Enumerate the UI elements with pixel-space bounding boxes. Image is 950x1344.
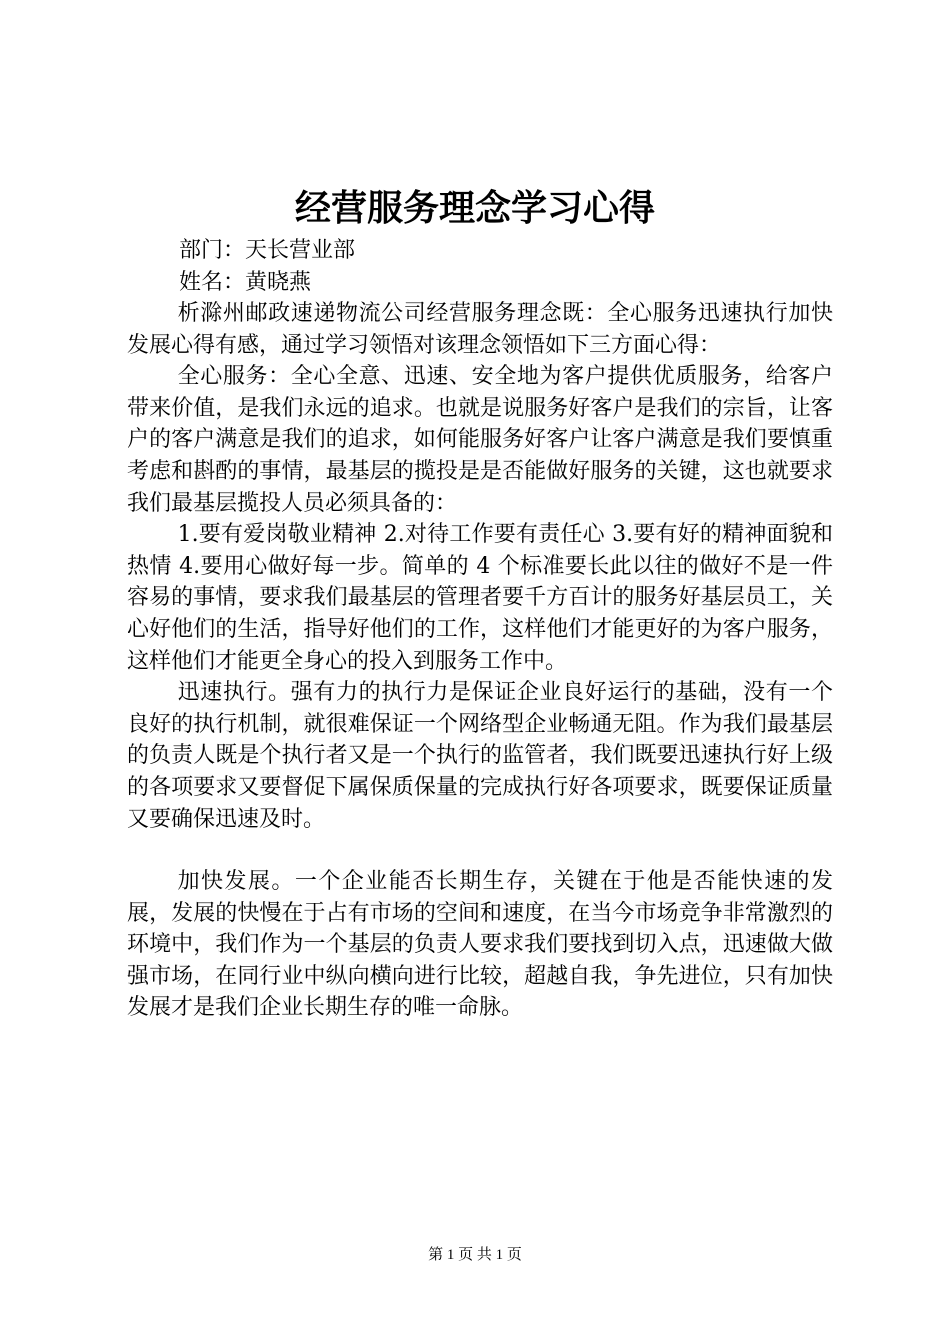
paragraph-rapid-execution: 迅速执行。强有力的执行力是保证企业良好运行的基础，没有一个良好的执行机制，就很难保证一个网络型企业畅通无阻。作为我们最基层的负责人既是个执行者又是一个执行的监管者，我们既要迅速执行好上级的各项要求又要督促下属保质保量的完成执行好各项要求，既要保证质量又要确保迅速及时。 xyxy=(127,680,833,832)
paragraph-wholehearted-service: 全心服务：全心全意、迅速、安全地为客户提供优质服务，给客户带来价值，是我们永远的追求。也就是说服务好客户是我们的宗旨，让客户的客户满意是我们的追求，如何能服务好客户让客户满意是我们要慎重考虑和斟酌的事情，最基层的揽投是是否能做好服务的关键，这也就要求我们最基层揽投人员必须具备的： xyxy=(127,364,833,516)
author-name-line: 姓名：黄晓燕 xyxy=(179,270,312,295)
page-footer: 第 1 页 共 1 页 xyxy=(428,1247,522,1263)
paragraph-accelerate-development: 加快发展。一个企业能否长期生存，关键在于他是否能快速的发展，发展的快慢在于占有市场的空间和速度，在当今市场竞争非常激烈的环境中，我们作为一个基层的负责人要求我们要找到切入点，迅速做大做强市场，在同行业中纵向横向进行比较，超越自我，争先进位，只有加快发展才是我们企业长期生存的唯一命脉。 xyxy=(127,869,833,1021)
document-title: 经营服务理念学习心得 xyxy=(294,187,655,229)
department-line: 部门：天长营业部 xyxy=(179,238,356,263)
paragraph-intro: 析滁州邮政速递物流公司经营服务理念既：全心服务迅速执行加快发展心得有感，通过学习领悟对该理念领悟如下三方面心得： xyxy=(127,301,833,358)
document-body xyxy=(127,298,833,1024)
paragraph-requirements: 1.要有爱岗敬业精神 2.对待工作要有责任心 3.要有好的精神面貌和热情 4.要用心做好每一步。简单的 4 个标准要长此以往的做好不是一件容易的事情，要求我们最基层的管理者要千方百计的服务好基层员工，关心好他们的生活，指导好他们的工作，这样他们才能更好的为客户服务，这样他们才能更全身心的投入到服务工作中。 xyxy=(127,522,833,674)
